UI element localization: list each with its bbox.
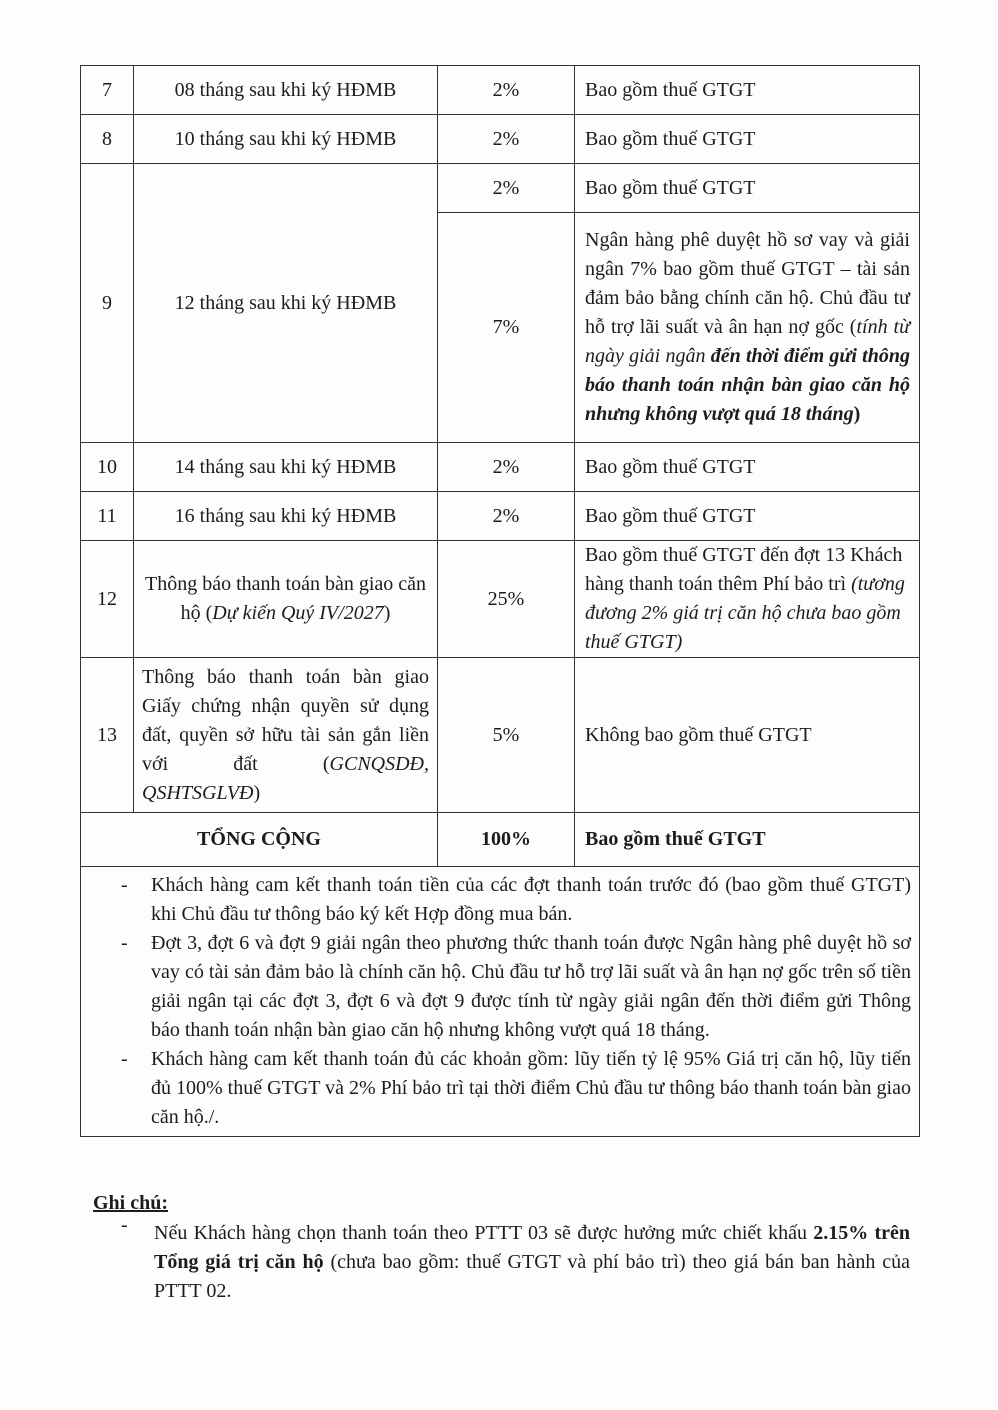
row-percent: 2% xyxy=(438,66,575,115)
row-no: 13 xyxy=(81,658,134,813)
row-percent: 5% xyxy=(438,658,575,813)
table-row xyxy=(81,164,920,213)
row-percent: 2% xyxy=(438,164,575,213)
row-time: 10 tháng sau khi ký HĐMB xyxy=(134,115,438,164)
time-italic: Dự kiến Quý IV/2027 xyxy=(212,602,384,624)
row-no: 12 xyxy=(81,541,134,658)
row-no: 11 xyxy=(81,492,134,541)
row-time: 16 tháng sau khi ký HĐMB xyxy=(134,492,438,541)
payment-schedule-table xyxy=(80,65,920,1137)
row-percent: 2% xyxy=(438,115,575,164)
row-no: 10 xyxy=(81,443,134,492)
ghichu-title: Ghi chú: xyxy=(93,1192,169,1214)
time-text: Thông báo thanh toán bàn giao căn hộ ( xyxy=(144,573,427,624)
row-time: 08 tháng sau khi ký HĐMB xyxy=(134,66,438,115)
time-close: ) xyxy=(383,602,391,624)
ghichu-text xyxy=(154,1219,910,1306)
total-label: TỔNG CỘNG xyxy=(81,813,438,867)
row-note: Bao gồm thuế GTGT xyxy=(575,66,920,115)
time-close: ) xyxy=(253,781,261,804)
bullet-dash: - xyxy=(121,874,128,896)
table-row xyxy=(81,66,920,115)
time-text: Thông báo thanh toán bàn giao Giấy chứng nhận quyền sử dụng đất, quyền sở hữu tài sản gắn liền với đất ( xyxy=(142,665,429,775)
table-row xyxy=(81,115,920,164)
row-no: 7 xyxy=(81,66,134,115)
note-italic: (tương đương 2% giá trị căn hộ chưa bao gồm thuế GTGT) xyxy=(585,573,905,653)
bullet-dash: - xyxy=(121,1048,128,1070)
row-percent: 2% xyxy=(438,443,575,492)
row-time xyxy=(134,658,438,813)
note-bold-italic: đến thời điểm gửi thông báo thanh toán nhận bàn giao căn hộ nhưng không vượt quá 18 tháng xyxy=(585,345,910,425)
table-row xyxy=(81,492,920,541)
row-percent: 2% xyxy=(438,492,575,541)
note-text: Đợt 3, đợt 6 và đợt 9 giải ngân theo phương thức thanh toán được Ngân hàng phê duyệt hồ sơ vay có tài sản đảm bảo là chính căn hộ. Chủ đầu tư hỗ trợ lãi suất và ân hạn nợ gốc trên số tiền giải ngân tại các đợt 3, đợt 6 và đợt 9 được tính từ ngày giải ngân đến thời điểm gửi Thông báo thanh toán nhận bàn giao căn hộ nhưng không vượt quá 18 tháng. xyxy=(151,932,911,1041)
table-row xyxy=(81,443,920,492)
table-row xyxy=(81,541,920,658)
list-item xyxy=(89,1045,911,1132)
list-item xyxy=(89,929,911,1045)
note-close: ) xyxy=(853,403,861,425)
notes-cell xyxy=(81,867,920,1137)
row-percent: 7% xyxy=(438,213,575,443)
row-note: Không bao gồm thuế GTGT xyxy=(575,658,920,813)
row-no: 9 xyxy=(81,164,134,443)
total-note: Bao gồm thuế GTGT xyxy=(575,813,920,867)
row-no: 8 xyxy=(81,115,134,164)
note-italic: tính từ ngày giải ngân xyxy=(585,316,910,367)
row-note xyxy=(575,213,920,443)
row-time: 12 tháng sau khi ký HĐMB xyxy=(134,164,438,443)
bullet-dash: - xyxy=(121,1214,128,1236)
row-note: Bao gồm thuế GTGT xyxy=(575,164,920,213)
note-text: Ngân hàng phê duyệt hồ sơ vay và giải ngân 7% bao gồm thuế GTGT – tài sản đảm bảo bằng chính căn hộ. Chủ đầu tư hỗ trợ lãi suất và ân hạn nợ gốc ( xyxy=(585,229,910,338)
note-text: Khách hàng cam kết thanh toán đủ các khoản gồm: lũy tiến tỷ lệ 95% Giá trị căn hộ, lũy tiến đủ 100% thuế GTGT và 2% Phí bảo trì tại thời điểm Chủ đầu tư thông báo thanh toán bàn giao căn hộ./. xyxy=(151,1048,911,1128)
notes-list xyxy=(89,871,911,1132)
list-item xyxy=(89,871,911,929)
total-percent: 100% xyxy=(438,813,575,867)
row-time: 14 tháng sau khi ký HĐMB xyxy=(134,443,438,492)
bullet-dash: - xyxy=(121,932,128,954)
row-note: Bao gồm thuế GTGT xyxy=(575,115,920,164)
row-time xyxy=(134,541,438,658)
table-row xyxy=(81,658,920,813)
row-note: Bao gồm thuế GTGT xyxy=(575,443,920,492)
row-note: Bao gồm thuế GTGT xyxy=(575,492,920,541)
ghichu-bold: 2.15% trên Tổng giá trị căn hộ xyxy=(154,1222,910,1273)
ghichu-part1: Nếu Khách hàng chọn thanh toán theo PTTT 03 sẽ được hưởng mức chiết khấu xyxy=(154,1222,814,1244)
row-note xyxy=(575,541,920,658)
total-row xyxy=(81,813,920,867)
note-text: Khách hàng cam kết thanh toán tiền của các đợt thanh toán trước đó (bao gồm thuế GTGT) khi Chủ đầu tư thông báo ký kết Hợp đồng mua bán. xyxy=(151,874,911,925)
row-percent: 25% xyxy=(438,541,575,658)
time-italic: GCNQSDĐ, QSHTSGLVĐ xyxy=(142,752,429,804)
note-text: Bao gồm thuế GTGT đến đợt 13 Khách hàng thanh toán thêm Phí bảo trì xyxy=(585,544,903,595)
notes-row xyxy=(81,867,920,1137)
ghichu-part3: (chưa bao gồm: thuế GTGT và phí bảo trì) theo giá bán ban hành của PTTT 02. xyxy=(154,1251,910,1302)
